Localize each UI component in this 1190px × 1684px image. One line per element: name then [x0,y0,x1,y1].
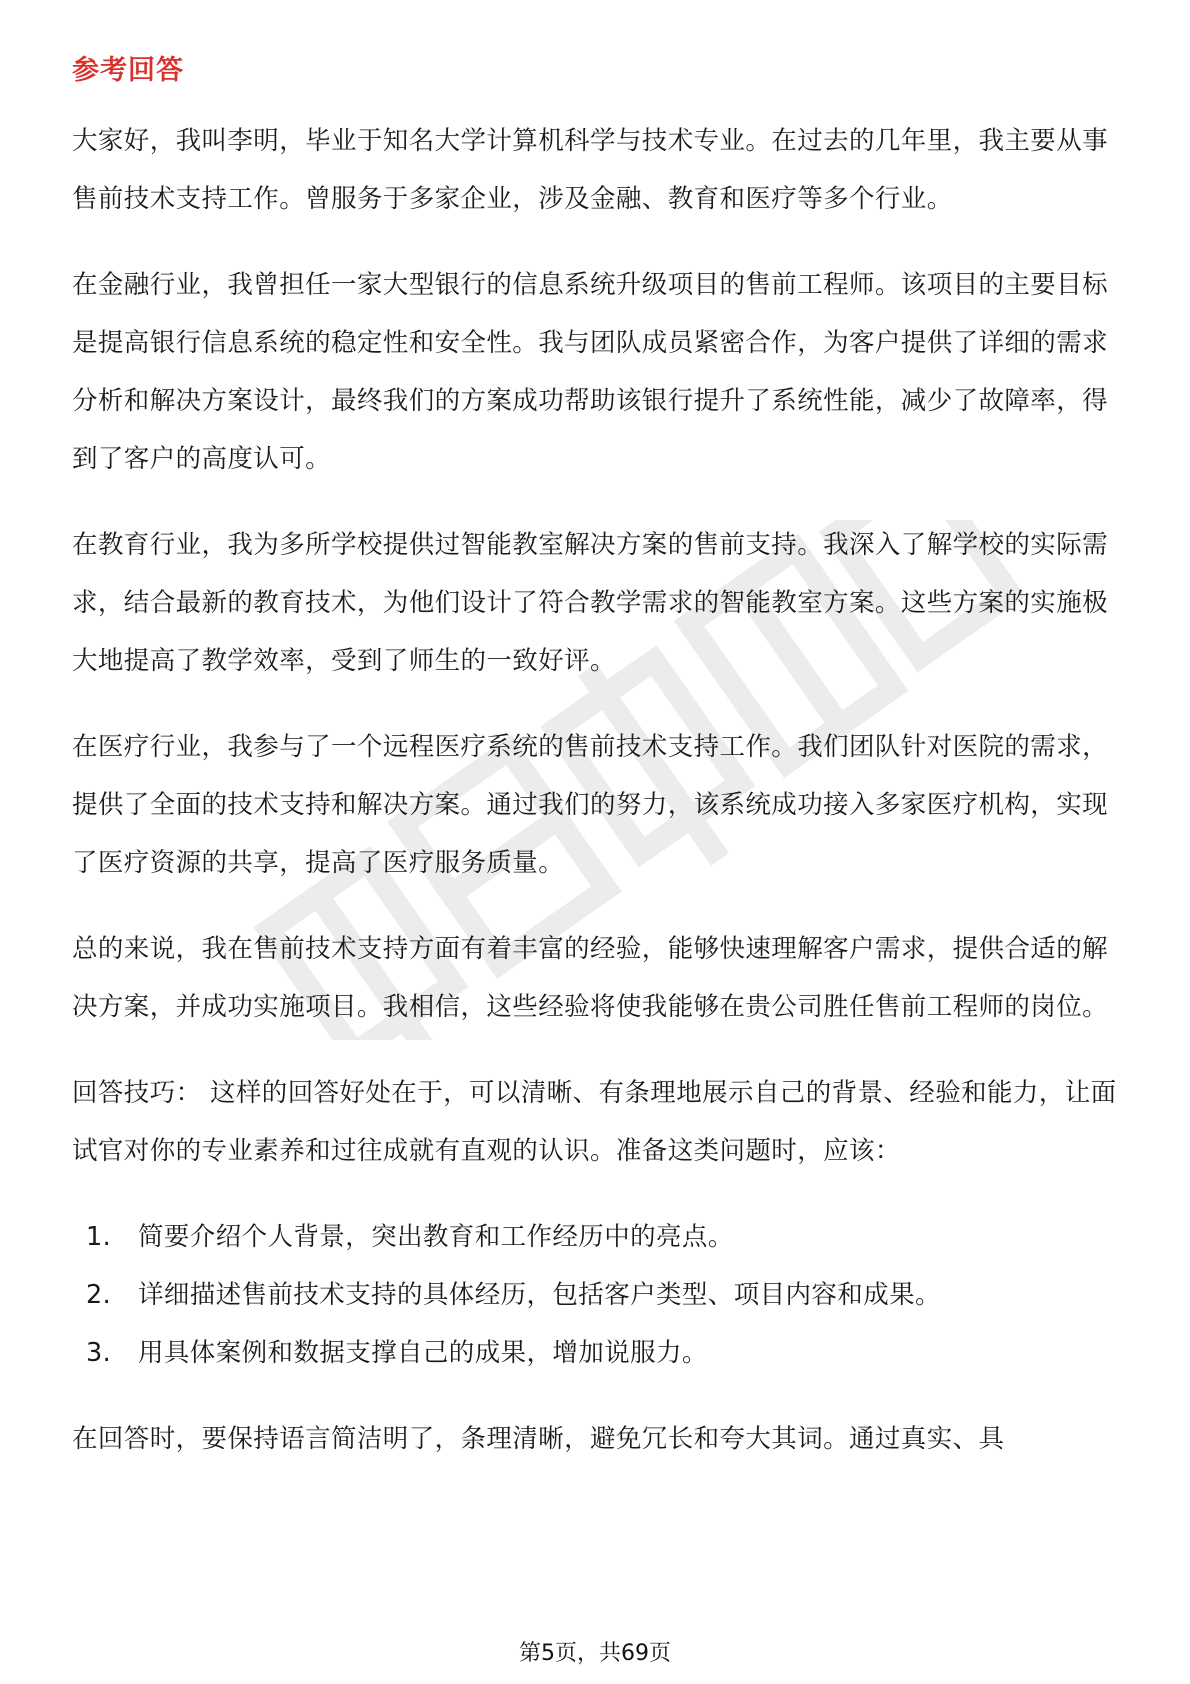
paragraph-education: 在教育行业，我为多所学校提供过智能教室解决方案的售前支持。我深入了解学校的实际需求，结合最新的教育技术，为他们设计了符合教学需求的智能教室方案。这些方案的实施极大地提高了教学效率，受到了师生的一致好评。 [72,530,1109,676]
list-item-number: 3. [86,1338,112,1368]
paragraph-tips-intro: 回答技巧： 这样的回答好处在于，可以清晰、有条理地展示自己的背景、经验和能力，让面试官对你的专业素养和过往成就有直观的认识。准备这类问题时，应该： [72,1078,1117,1166]
list-item [72,1208,1122,1266]
tips-list [72,1208,1122,1382]
list-item-text: 详细描述售前技术支持的具体经历，包括客户类型、项目内容和成果。 [138,1280,941,1310]
list-item-text: 简要介绍个人背景，突出教育和工作经历中的亮点。 [138,1222,734,1252]
list-item [72,1324,1122,1382]
page-footer: 第5页，共69页 [519,1641,671,1666]
list-item-number: 1. [86,1222,112,1252]
list-item-text: 用具体案例和数据支撑自己的成果，增加说服力。 [138,1338,708,1368]
list-item [72,1266,1122,1324]
paragraph-summary: 总的来说，我在售前技术支持方面有着丰富的经验，能够快速理解客户需求，提供合适的解决方案，并成功实施项目。我相信，这些经验将使我能够在贵公司胜任售前工程师的岗位。 [72,934,1109,1022]
paragraph-medical: 在医疗行业，我参与了一个远程医疗系统的售前技术支持工作。我们团队针对医院的需求，提供了全面的技术支持和解决方案。通过我们的努力，该系统成功接入多家医疗机构，实现了医疗资源的共享，提高了医疗服务质量。 [72,732,1109,878]
list-item-number: 2. [86,1280,112,1310]
document-body [72,112,1122,1496]
paragraph-finance: 在金融行业，我曾担任一家大型银行的信息系统升级项目的售前工程师。该项目的主要目标是提高银行信息系统的稳定性和安全性。我与团队成员紧密合作，为客户提供了详细的需求分析和解决方案设计，最终我们的方案成功帮助该银行提升了系统性能，减少了故障率，得到了客户的高度认可。 [72,270,1109,474]
paragraph-closing: 在回答时，要保持语言简洁明了，条理清晰，避免冗长和夸大其词。通过真实、具 [72,1424,1005,1454]
section-heading: 参考回答 [72,55,184,86]
paragraph-intro: 大家好，我叫李明，毕业于知名大学计算机科学与技术专业。在过去的几年里，我主要从事售前技术支持工作。曾服务于多家企业，涉及金融、教育和医疗等多个行业。 [72,126,1109,214]
